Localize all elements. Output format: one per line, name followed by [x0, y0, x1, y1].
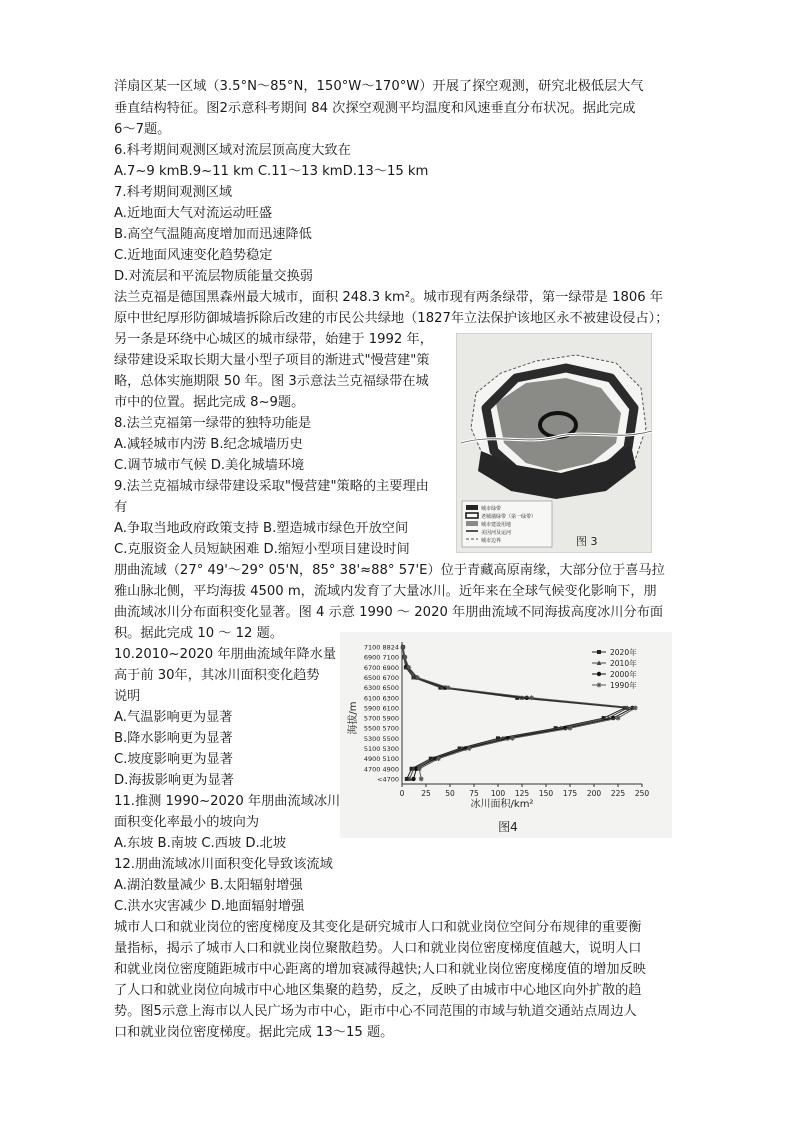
fig4-x-tick-label: 175	[562, 789, 578, 798]
question-12-stem: 12.朋曲流域冰川面积变化导致该流域	[114, 857, 333, 872]
intro-3-line-2: 雅山脉北侧，平均海拔 4500 m，流域内发育了大量冰川。近年来在全球气候变化影响下，朋	[114, 584, 657, 599]
fig4-y-tick-label: 6300 6500	[363, 684, 399, 693]
intro-2-line-2: 原中世纪厚形防御城墙拆除后改建的市民公共绿地（1827年立法保护该地区永不被建设侵占）；	[114, 311, 669, 326]
question-6-stem: 6.科考期间观测区域对流层顶高度大致在	[114, 143, 351, 158]
fig4-y-tick-label: 5700 5900	[363, 714, 399, 723]
fig4-point	[568, 726, 573, 731]
question-9-stem-1: 9.法兰克福城市绿带建设采取"慢营建"策略的主要理由	[114, 479, 429, 494]
fig4-y-tick-label: 5300 5500	[363, 734, 399, 743]
intro-3-line-4: 积。据此完成 10 ～ 12 题。	[114, 626, 284, 641]
question-10-option-b: B.降水影响更为显著	[114, 731, 233, 746]
fig4-point	[446, 685, 451, 690]
question-9-options-ab: A.争取当地政府政策支持 B.塑造城市绿色开放空间	[114, 521, 409, 536]
fig4-point	[401, 645, 406, 650]
intro-4-line-3: 和就业岗位密度随距城市中心距离的增加衰减得越快;人口和就业岗位密度梯度值的增加反映	[114, 962, 646, 977]
fig4-x-tick-label: 100	[490, 789, 506, 798]
question-11-stem-1: 11.推测 1990~2020 年朋曲流域冰川	[114, 794, 341, 809]
intro-4-line-6: 口和就业岗位密度梯度。据此完成 13～15 题。	[114, 1025, 394, 1040]
question-6-options: A.7~9 kmB.9~11 km C.11～13 kmD.13～15 km	[114, 164, 429, 179]
fig4-point	[510, 736, 515, 741]
fig4-legend-label: 2020年	[610, 648, 637, 657]
intro-2-line-3: 另一条是环绕中心城区的城市绿带，始建于 1992 年，	[114, 332, 433, 347]
question-8-options-cd: C.调节城市气候 D.美化城墙环境	[114, 458, 305, 473]
figure-3-map	[456, 333, 652, 553]
question-7-option-a: A.近地面大气对流运动旺盛	[114, 206, 273, 221]
fig4-point	[402, 655, 407, 660]
fig3-legend-2: 老城墙绿带（第一绿带）	[481, 514, 537, 520]
question-10-option-a: A.气温影响更为显著	[114, 710, 233, 725]
question-7-stem: 7.科考期间观测区域	[114, 185, 233, 200]
fig4-legend-label: 1990年	[610, 681, 637, 690]
fig4-y-tick-label: 5100 5300	[363, 745, 399, 753]
fig4-point	[616, 716, 621, 721]
fig4-legend-label: 2000年	[610, 670, 637, 679]
fig4-y-tick-label: <4700	[377, 775, 399, 784]
question-7-option-d: D.对流层和平流层物质能量交换弱	[114, 269, 313, 284]
intro-3-line-1: 朋曲流域（27° 49'～29° 05'N，85° 38'≈88° 57'E）位于青藏高原南缘，大部分位于喜马拉	[114, 563, 665, 578]
question-10-stem-3: 说明	[114, 689, 141, 704]
fig4-x-tick-label: 225	[610, 789, 626, 798]
intro-4-line-1: 城市人口和就业岗位的密度梯度及其变化是研究城市人口和就业岗位空间分布规律的重要衡	[114, 920, 642, 935]
question-10-option-c: C.坡度影响更为显著	[114, 752, 233, 767]
figure-3-caption: 图 3	[576, 535, 598, 548]
question-7-option-b: B.高空气温随高度增加而迅速降低	[114, 227, 312, 242]
fig4-point	[436, 756, 441, 761]
intro-4-line-2: 量指标，揭示了城市人口和就业岗位聚散趋势。人口和就业岗位密度梯度值越大，说明人口	[114, 941, 642, 956]
fig4-y-tick-label: 6900 7100	[363, 653, 399, 662]
question-9-stem-2: 有	[114, 500, 128, 515]
intro-4-line-5: 势。图5示意上海市以人民广场为市中心，距市中心不同范围的市域与轨道交通站点周边人	[114, 1004, 637, 1019]
fig4-point	[597, 650, 601, 654]
fig3-legend-4: 美因河及运河	[481, 530, 512, 536]
question-12-options-ab: A.湖泊数量减少 B.太阳辐射增强	[114, 878, 303, 893]
fig4-x-axis-label: 冰川面积/km²	[470, 799, 534, 810]
intro-4-line-4: 了人口和就业岗位向城市中心地区集聚的趋势，反之，反映了由城市中心地区向外扩散的趋	[114, 983, 642, 998]
fig4-y-tick-label: 6100 6300	[363, 694, 399, 703]
fig4-x-tick-label: 25	[421, 789, 431, 798]
intro-1-line-2: 垂直结构特征。图2示意科考期间 84 次探空观测平均温度和风速垂直分布状况。据此完成	[114, 101, 636, 116]
fig4-point	[406, 665, 411, 670]
fig4-y-tick-label: 4700 4900	[363, 765, 399, 774]
fig4-y-tick-label: 6700 6900	[363, 663, 399, 672]
fig3-legend-3: 城市建设用地	[481, 522, 512, 528]
fig4-x-tick-label: 125	[514, 789, 530, 798]
intro-2-line-4: 绿带建设采取长期大量小型子项目的渐进式"慢营建"策	[114, 353, 430, 368]
figure-4-caption: 图4	[498, 820, 518, 834]
fig4-y-axis-label: 海拔/m	[348, 701, 359, 735]
question-10-option-d: D.海拔影响更为显著	[114, 773, 234, 788]
question-11-options: A.东坡 B.南坡 C.西坡 D.北坡	[114, 836, 287, 851]
intro-2-line-5: 略，总体实施期限 50 年。图 3示意法兰克福绿带在城	[114, 374, 429, 389]
question-11-stem-2: 面积变化率最小的坡向为	[114, 815, 260, 830]
question-8-stem: 8.法兰克福第一绿带的独特功能是	[114, 416, 312, 431]
question-8-options-ab: A.减轻城市内涝 B.纪念城墙历史	[114, 437, 303, 452]
fig4-y-tick-label: 6500 6700	[363, 674, 399, 682]
fig4-y-tick-label: 5900 6100	[363, 704, 399, 713]
fig4-point	[411, 777, 415, 781]
fig3-legend-5: 城市边界	[481, 538, 502, 544]
figure-4-chart	[340, 632, 672, 838]
fig4-x-tick-label: 150	[538, 789, 554, 798]
question-7-option-c: C.近地面风速变化趋势稳定	[114, 248, 273, 263]
fig4-point	[467, 746, 472, 751]
fig4-point	[597, 672, 601, 676]
fig4-point	[633, 706, 638, 711]
fig4-x-tick-label: 75	[469, 789, 479, 798]
fig4-y-tick-label: 4900 5100	[363, 755, 399, 764]
fig4-point	[597, 683, 602, 688]
fig4-point	[419, 777, 424, 782]
question-10-stem-1: 10.2010~2020 年朋曲流域年降水量	[114, 647, 337, 662]
fig4-x-tick-label: 0	[399, 789, 405, 798]
question-12-options-cd: C.洪水灾害减少 D.地面辐射增强	[114, 899, 305, 914]
question-9-options-cd: C.克服资金人员短缺困难 D.缩短小型项目建设时间	[114, 542, 410, 557]
fig4-x-tick-label: 250	[634, 789, 650, 798]
fig4-point	[417, 766, 422, 771]
intro-1-line-3: 6～7题。	[114, 122, 171, 137]
intro-2-line-6: 市中的位置。据此完成 8~9题。	[114, 395, 305, 410]
fig4-point	[415, 675, 420, 680]
fig4-x-tick-label: 50	[445, 789, 455, 798]
figure-4-svg	[340, 632, 672, 838]
intro-2-line-1: 法兰克福是德国黑森州最大城市，面积 248.3 km²。城市现有两条绿带，第一绿带是 1806 年	[114, 290, 664, 305]
fig4-legend-label: 2010年	[610, 659, 637, 668]
fig4-x-tick-label: 200	[586, 789, 602, 798]
fig3-legend-1: 城市绿带	[481, 506, 502, 512]
fig4-y-tick-label: 7100 8824	[363, 643, 399, 652]
intro-3-line-3: 曲流域冰川分布面积变化显著。图 4 示意 1990 ～ 2020 年朋曲流域不同海拔高度冰川分布面	[114, 605, 664, 620]
intro-1-line-1: 洋扇区某一区域（3.5°N～85°N，150°W～170°W）开展了探空观测，研究北极低层大气	[114, 79, 644, 94]
fig4-point	[529, 695, 534, 700]
fig4-y-tick-label: 5500 5700	[363, 724, 399, 733]
question-10-stem-2: 高于前 30年，其冰川面积变化趋势	[114, 668, 320, 683]
